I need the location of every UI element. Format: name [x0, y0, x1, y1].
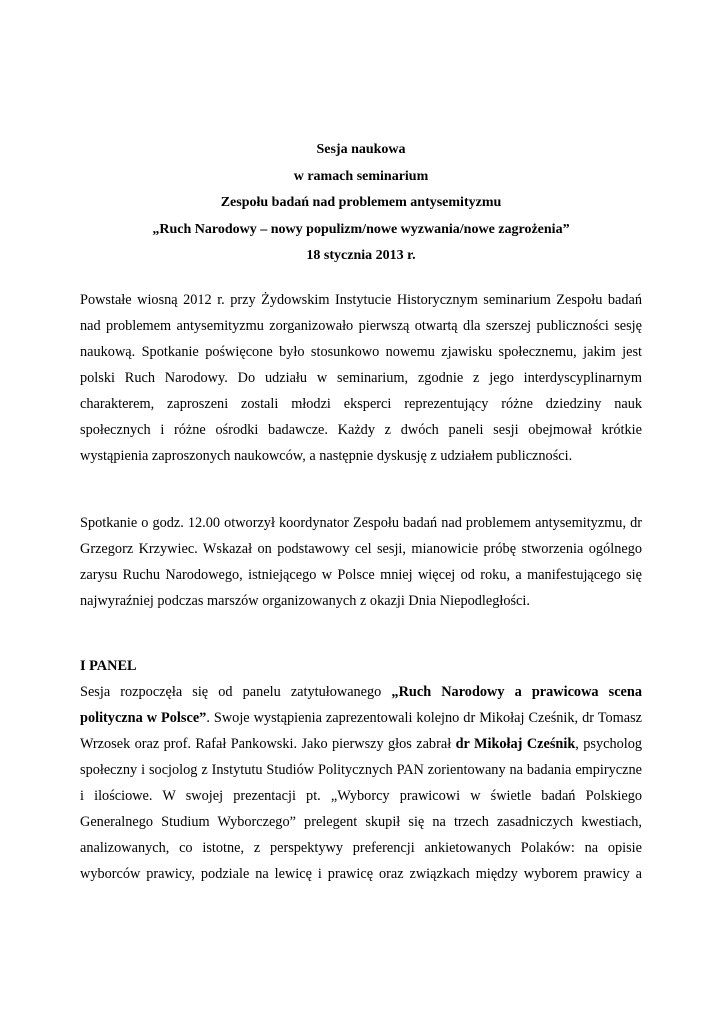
paragraph-line: charakterem, zaproszeni zostali młodzi eksperci reprezentujący różne dziedziny nauk — [80, 396, 642, 412]
paragraph-line: wystąpienia zaproszonych naukowców, a następnie dyskusję z udziałem publiczności. — [80, 448, 573, 464]
paragraph-line: społeczny i socjolog z Instytutu Studiów Politycznych PAN zorientowany na badania empiryczne — [80, 762, 642, 778]
paragraph-line: naukową. Spotkanie poświęcone było stosunkowo nowemu zjawisku społecznemu, jakim jest — [80, 344, 642, 360]
paragraph-panel-1 — [80, 679, 642, 887]
panel-title-bold: „Ruch Narodowy a prawicowa scena — [391, 684, 642, 700]
panel-title-bold: polityczna w Polsce” — [80, 710, 207, 726]
paragraph-line: najwyraźniej podczas marszów organizowanych z okazji Dnia Niepodległości. — [80, 593, 530, 609]
paragraph-line: wyborców prawicy, podziale na lewicę i prawicę oraz związkach między wyborem prawicy a — [80, 866, 642, 882]
paragraph-line: nad problemem antysemityzmu zorganizowało pierwszą otwartą dla szerszej publiczności sesję — [80, 318, 642, 334]
paragraph-line: Grzegorz Krzywiec. Wskazał on podstawowy cel sesji, mianowicie próbę stworzenia ogólnego — [80, 541, 642, 557]
text-segment: Sesja rozpoczęła się od panelu zatytułowanego — [80, 684, 392, 700]
paragraph-line — [80, 679, 642, 705]
text-segment: Wrzosek oraz prof. Rafał Pankowski. Jako pierwszy głos zabrał — [80, 736, 456, 752]
paragraph-line: analizowanych, co istotne, z perspektywy preferencji ankietowanych Polaków: na opisie — [80, 840, 642, 856]
paragraph-line: Powstałe wiosną 2012 r. przy Żydowskim Instytucie Historycznym seminarium Zespołu badań — [80, 292, 642, 308]
speaker-name-bold: dr Mikołaj Cześnik — [455, 736, 576, 752]
text-segment: . Swoje wystąpienia zaprezentowali kolejno dr Mikołaj Cześnik, dr Tomasz — [206, 710, 643, 726]
paragraph-intro — [80, 287, 642, 469]
header-line-date: 18 stycznia 2013 r. — [306, 248, 416, 263]
document-header — [80, 137, 642, 270]
paragraph-line: zarysu Ruchu Narodowego, istniejącego w Polsce mniej więcej od roku, a manifestującego się — [80, 567, 642, 583]
paragraph-line — [80, 731, 642, 757]
header-line-team: Zespołu badań nad problemem antysemityzmu — [220, 195, 502, 210]
header-line-session: Sesja naukowa — [316, 142, 406, 157]
text-segment: , psycholog — [575, 736, 643, 752]
header-line-seminar: w ramach seminarium — [293, 168, 429, 184]
paragraph-line — [80, 705, 642, 731]
paragraph-line: Spotkanie o godz. 12.00 otworzył koordynator Zespołu badań nad problemem antysemityzmu, dr — [80, 515, 642, 531]
paragraph-line: polski Ruch Narodowy. Do udziału w seminarium, zgodnie z jego interdyscyplinarnym — [80, 370, 642, 386]
paragraph-line: i ilościowe. W swojej prezentacji pt. „Wyborcy prawicowi w świetle badań Polskiego — [80, 788, 642, 804]
header-line-title: „Ruch Narodowy – nowy populizm/nowe wyzwania/nowe zagrożenia” — [152, 221, 570, 237]
paragraph-line: społecznych i różne ośrodki badawcze. Każdy z dwóch paneli sesji obejmował krótkie — [80, 422, 642, 438]
paragraph-line: Generalnego Studium Wyborczego” prelegent skupił się na trzech zasadniczych kwestiach, — [80, 814, 642, 830]
section-heading-panel-1: I PANEL — [80, 658, 137, 674]
paragraph-opening — [80, 510, 642, 614]
